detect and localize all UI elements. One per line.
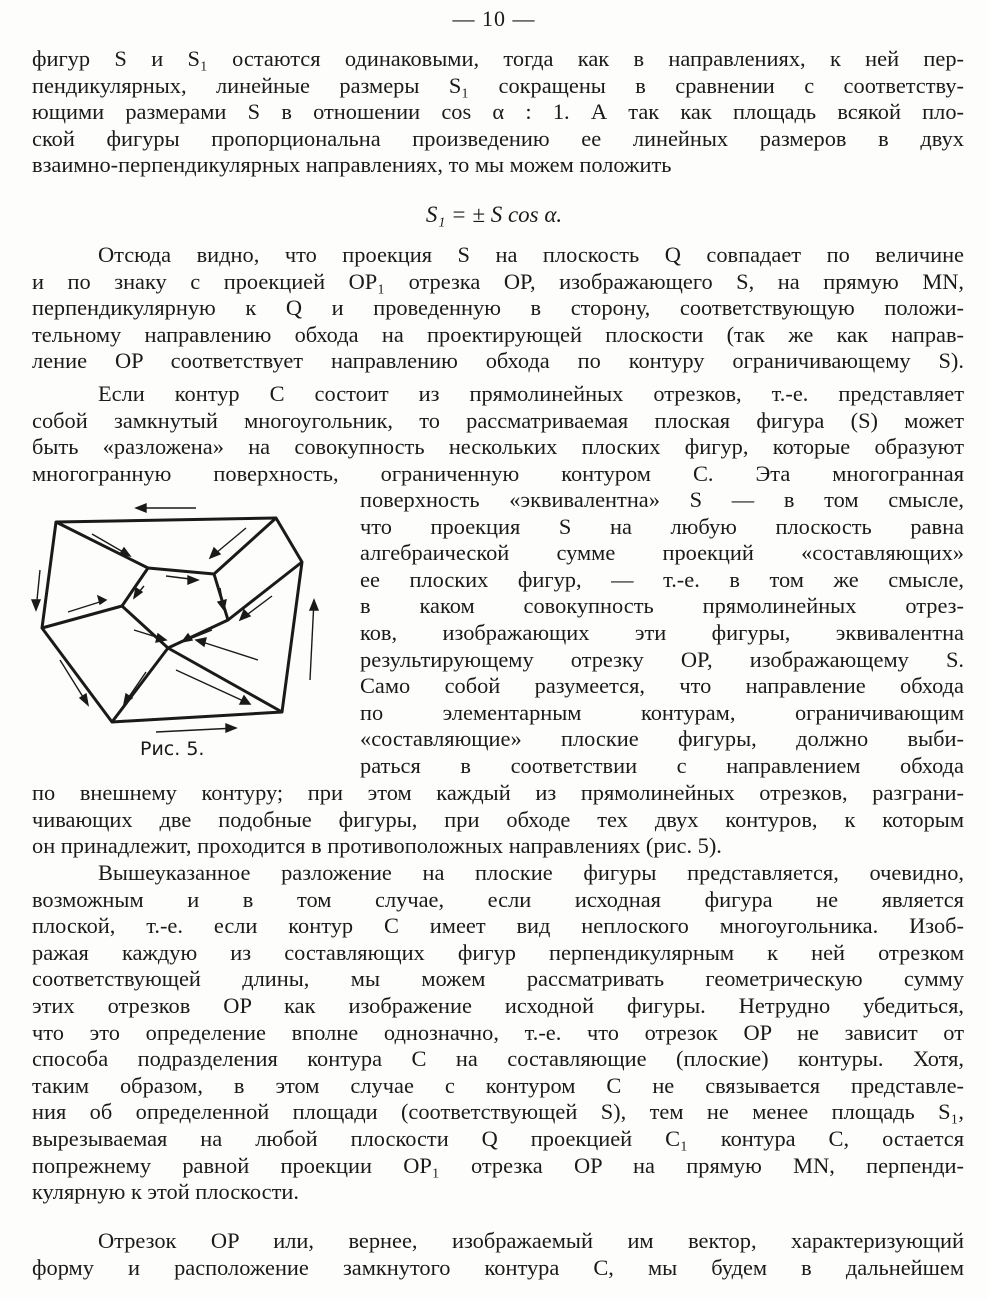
text-line: в каком совокупность прямолинейных отрез-	[360, 593, 964, 619]
text-line: этих отрезков OP как изображение исходной фигуры. Нетрудно убедиться,	[32, 992, 964, 1018]
page-number: — 10 —	[452, 6, 536, 31]
paragraph-5	[32, 1228, 964, 1281]
text-line: чивающих две подобные фигуры, при обходе тех двух контуров, к которым	[32, 806, 964, 832]
paragraph-2	[32, 242, 964, 375]
text-line: кулярную к этой плоскости.	[32, 1179, 299, 1205]
paragraph-1	[32, 46, 964, 179]
side-text-column	[360, 487, 964, 780]
text-line: Если контур C состоит из прямолинейных отрезков, т.-е. представляет	[98, 381, 964, 406]
text-line: многогранную поверхность, ограниченную контуром C. Эта многогранная	[32, 460, 964, 486]
text-line: собой замкнутый многоугольник, то рассматриваемая плоская фигура (S) может	[32, 407, 964, 433]
paragraph-3	[32, 381, 964, 487]
text-line: таким образом, в этом случае с контуром C не связывается представле-	[32, 1072, 964, 1098]
text-line: по элементарным контурам, ограничивающим	[360, 699, 964, 725]
text-line: возможным и в том случае, если исходная фигура не является	[32, 886, 964, 912]
paragraph-4	[32, 860, 964, 1206]
text-line: плоской, т.-е. если контур C имеет вид неплоского многоугольника. Изоб-	[32, 913, 964, 939]
text-line: пендикулярных, линейные размеры S₁ сокращены в сравнении с соответству-	[32, 72, 964, 98]
text-line: ков, изображающих эти фигуры, эквивалентна	[360, 619, 964, 645]
text-line: результирующему отрезку OP, изображающему S.	[360, 646, 964, 672]
text-line: ражая каждую из составляющих фигур перпендикулярным к ней отрезком	[32, 939, 964, 965]
text-line: ющими размерами S в отношении cos α : 1. А так как площадь всякой пло-	[32, 99, 964, 125]
text-line: поверхность «эквивалентна» S — в том смысле,	[360, 487, 964, 512]
text-line: попрежнему равной проекции OP₁ отрезка OP на прямую MN, перпенди-	[32, 1152, 964, 1178]
text-line: взаимно-перпендикулярных направлениях, то мы можем положить	[32, 152, 672, 178]
formula: S₁ = ± S cos α.	[425, 202, 563, 227]
text-line: и по знаку с проекцией OP₁ отрезка OP, изображающего S, на прямую MN,	[32, 268, 964, 294]
text-line: по внешнему контуру; при этом каждый из прямолинейных отрезков, разграни-	[32, 780, 964, 805]
text-line: ление OP соответствует направлению обхода по контуру ограничивающему S).	[32, 348, 964, 374]
text-line: Само собой разумеется, что направление обхода	[360, 673, 964, 699]
text-line: алгебраической сумме проекций «составляющих»	[360, 540, 964, 566]
text-line: способа подразделения контура C на составляющие (плоские) контуры. Хотя,	[32, 1046, 964, 1072]
text-line: ее плоских фигур, — т.-е. в том же смысле,	[360, 566, 964, 592]
text-line: быть «разложена» на совокупность нескольких плоских фигур, которые образуют	[32, 434, 964, 460]
text-line: что это определение вполне однозначно, т.-е. что отрезок OP не зависит от	[32, 1019, 964, 1045]
text-line: он принадлежит, проходится в противоположных направлениях (рис. 5).	[32, 833, 722, 859]
text-line: ния об определенной площади (соответствующей S), тем не менее площадь S₁,	[32, 1099, 964, 1125]
inner-contour	[122, 568, 228, 648]
text-line: что проекция S на любую плоскость равна	[360, 513, 964, 539]
text-line: вырезываемая на любой плоскости Q проекцией C₁ контура C, остается	[32, 1125, 964, 1151]
text-line: Отрезок OP или, вернее, изображаемый им вектор, характеризующий	[98, 1228, 964, 1253]
text-line: перпендикулярную к Q и проведенную в сторону, соответствующую положи-	[32, 295, 964, 321]
paragraph-3-end	[32, 780, 964, 860]
text-line: фигур S и S₁ остаются одинаковыми, тогда как в направлениях, к ней пер-	[32, 46, 964, 71]
text-line: раться в соответствии с направлением обхода	[360, 752, 964, 778]
figure-caption: Рис. 5.	[140, 738, 205, 760]
text-line: соответствующей длины, мы можем рассматривать геометрическую сумму	[32, 966, 964, 992]
text-line: Вышеуказанное разложение на плоские фигуры представляется, очевидно,	[98, 860, 964, 885]
text-line: ской фигуры пропорциональна произведению ее линейных размеров в двух	[32, 125, 964, 151]
outer-contour	[42, 518, 302, 722]
text-line: тельному направлению обхода на проектирующей плоскости (так же как направ-	[32, 321, 964, 347]
text-line: «составляющие» плоские фигуры, должно выби-	[360, 726, 964, 752]
text-line: Отсюда видно, что проекция S на плоскость Q совпадает по величине	[98, 242, 964, 267]
figure-5-polyhedron-diagram	[26, 500, 336, 770]
text-line: форму и расположение замкнутого контура C, мы будем в дальнейшем	[32, 1254, 964, 1280]
